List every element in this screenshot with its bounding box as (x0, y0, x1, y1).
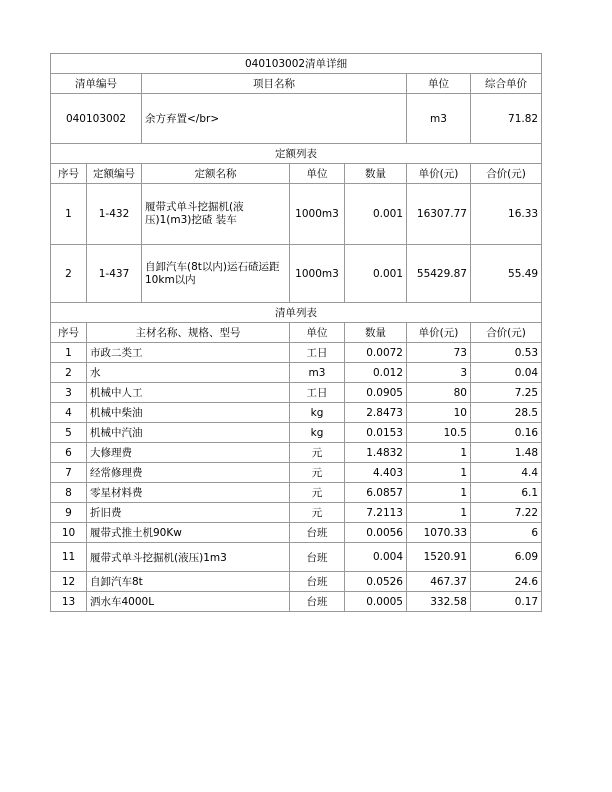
item-code: 040103002 (51, 94, 142, 144)
material-unit: 元 (290, 443, 345, 463)
item-price: 71.82 (471, 94, 542, 144)
material-row (51, 343, 542, 363)
material-total: 7.25 (471, 383, 542, 403)
material-row (51, 503, 542, 523)
quota-seq: 1 (51, 184, 87, 245)
material-unit: m3 (290, 363, 345, 383)
material-total: 0.04 (471, 363, 542, 383)
material-row (51, 523, 542, 543)
material-seq: 13 (51, 592, 87, 612)
quota-unit: 1000m3 (290, 184, 345, 245)
title-row (51, 54, 542, 74)
material-qty: 2.8473 (345, 403, 407, 423)
header-code: 清单编号 (51, 74, 142, 94)
material-seq: 9 (51, 503, 87, 523)
material-total: 0.17 (471, 592, 542, 612)
quota-name: 自卸汽车(8t以内)运石碴运距10km以内 (142, 245, 290, 303)
quota-header-unit: 单位 (290, 164, 345, 184)
material-qty: 0.0905 (345, 383, 407, 403)
header-name: 项目名称 (142, 74, 407, 94)
material-unit: 元 (290, 483, 345, 503)
material-name: 洒水车4000L (87, 592, 290, 612)
material-name: 大修理费 (87, 443, 290, 463)
item-row (51, 94, 542, 144)
material-unit: 工日 (290, 343, 345, 363)
material-total: 7.22 (471, 503, 542, 523)
list-header-seq: 序号 (51, 323, 87, 343)
material-seq: 3 (51, 383, 87, 403)
material-row (51, 423, 542, 443)
quota-title-row (51, 144, 542, 164)
material-unit: 台班 (290, 543, 345, 572)
quota-total: 55.49 (471, 245, 542, 303)
item-unit: m3 (407, 94, 471, 144)
material-unit-price: 10.5 (407, 423, 471, 443)
quota-unit-price: 16307.77 (407, 184, 471, 245)
material-qty: 0.0072 (345, 343, 407, 363)
material-unit-price: 3 (407, 363, 471, 383)
material-name: 零星材料费 (87, 483, 290, 503)
material-unit: 台班 (290, 523, 345, 543)
material-seq: 8 (51, 483, 87, 503)
quota-qty: 0.001 (345, 184, 407, 245)
quota-name: 履带式单斗挖掘机(液压)1(m3)挖碴 装车 (142, 184, 290, 245)
material-unit-price: 332.58 (407, 592, 471, 612)
material-seq: 10 (51, 523, 87, 543)
quota-header-code: 定额编号 (87, 164, 142, 184)
item-header-row (51, 74, 542, 94)
quota-header-name: 定额名称 (142, 164, 290, 184)
quota-unit-price: 55429.87 (407, 245, 471, 303)
quota-unit: 1000m3 (290, 245, 345, 303)
detail-table (50, 53, 542, 612)
material-seq: 6 (51, 443, 87, 463)
material-name: 履带式推土机90Kw (87, 523, 290, 543)
quota-row (51, 184, 542, 245)
quota-row (51, 245, 542, 303)
material-qty: 0.0056 (345, 523, 407, 543)
material-seq: 11 (51, 543, 87, 572)
list-title-row (51, 303, 542, 323)
material-unit: kg (290, 423, 345, 443)
material-name: 折旧费 (87, 503, 290, 523)
table-title: 040103002清单详细 (51, 54, 542, 74)
material-name: 履带式单斗挖掘机(液压)1m3 (87, 543, 290, 572)
material-row (51, 572, 542, 592)
material-unit-price: 73 (407, 343, 471, 363)
material-name: 机械中人工 (87, 383, 290, 403)
quota-seq: 2 (51, 245, 87, 303)
material-total: 6 (471, 523, 542, 543)
list-header-total: 合价(元) (471, 323, 542, 343)
quota-code: 1-437 (87, 245, 142, 303)
material-qty: 0.0526 (345, 572, 407, 592)
material-name: 市政二类工 (87, 343, 290, 363)
material-total: 24.6 (471, 572, 542, 592)
material-name: 经常修理费 (87, 463, 290, 483)
material-qty: 4.403 (345, 463, 407, 483)
material-qty: 0.0005 (345, 592, 407, 612)
quota-qty: 0.001 (345, 245, 407, 303)
material-unit: 元 (290, 503, 345, 523)
material-qty: 7.2113 (345, 503, 407, 523)
quota-header-total: 合价(元) (471, 164, 542, 184)
quota-section-title: 定额列表 (51, 144, 542, 164)
quota-header-row (51, 164, 542, 184)
material-unit-price: 1 (407, 503, 471, 523)
material-total: 4.4 (471, 463, 542, 483)
material-seq: 1 (51, 343, 87, 363)
material-seq: 12 (51, 572, 87, 592)
material-unit-price: 10 (407, 403, 471, 423)
material-unit: 元 (290, 463, 345, 483)
material-qty: 0.012 (345, 363, 407, 383)
material-row (51, 483, 542, 503)
material-total: 1.48 (471, 443, 542, 463)
material-unit-price: 1 (407, 463, 471, 483)
material-unit-price: 1 (407, 443, 471, 463)
material-name: 机械中汽油 (87, 423, 290, 443)
material-row (51, 463, 542, 483)
material-qty: 6.0857 (345, 483, 407, 503)
material-unit-price: 1520.91 (407, 543, 471, 572)
material-total: 28.5 (471, 403, 542, 423)
material-unit-price: 1 (407, 483, 471, 503)
quota-header-seq: 序号 (51, 164, 87, 184)
material-seq: 2 (51, 363, 87, 383)
item-name: 余方弃置</br> (142, 94, 407, 144)
quota-total: 16.33 (471, 184, 542, 245)
quota-header-unit-price: 单价(元) (407, 164, 471, 184)
material-unit-price: 467.37 (407, 572, 471, 592)
material-seq: 7 (51, 463, 87, 483)
material-unit: 工日 (290, 383, 345, 403)
list-header-row (51, 323, 542, 343)
material-seq: 5 (51, 423, 87, 443)
header-unit: 单位 (407, 74, 471, 94)
material-unit-price: 1070.33 (407, 523, 471, 543)
material-name: 机械中柴油 (87, 403, 290, 423)
list-header-unit: 单位 (290, 323, 345, 343)
material-total: 0.16 (471, 423, 542, 443)
material-qty: 0.004 (345, 543, 407, 572)
material-row (51, 543, 542, 572)
material-row (51, 403, 542, 423)
quota-code: 1-432 (87, 184, 142, 245)
material-qty: 1.4832 (345, 443, 407, 463)
material-total: 6.09 (471, 543, 542, 572)
material-total: 0.53 (471, 343, 542, 363)
material-total: 6.1 (471, 483, 542, 503)
material-qty: 0.0153 (345, 423, 407, 443)
material-row (51, 443, 542, 463)
material-unit: 台班 (290, 592, 345, 612)
list-header-qty: 数量 (345, 323, 407, 343)
quota-header-qty: 数量 (345, 164, 407, 184)
material-name: 水 (87, 363, 290, 383)
list-section-title: 清单列表 (51, 303, 542, 323)
material-row (51, 592, 542, 612)
list-header-name: 主材名称、规格、型号 (87, 323, 290, 343)
material-row (51, 383, 542, 403)
header-price: 综合单价 (471, 74, 542, 94)
material-row (51, 363, 542, 383)
material-unit-price: 80 (407, 383, 471, 403)
list-header-unit-price: 单价(元) (407, 323, 471, 343)
material-unit: kg (290, 403, 345, 423)
material-unit: 台班 (290, 572, 345, 592)
material-name: 自卸汽车8t (87, 572, 290, 592)
material-seq: 4 (51, 403, 87, 423)
